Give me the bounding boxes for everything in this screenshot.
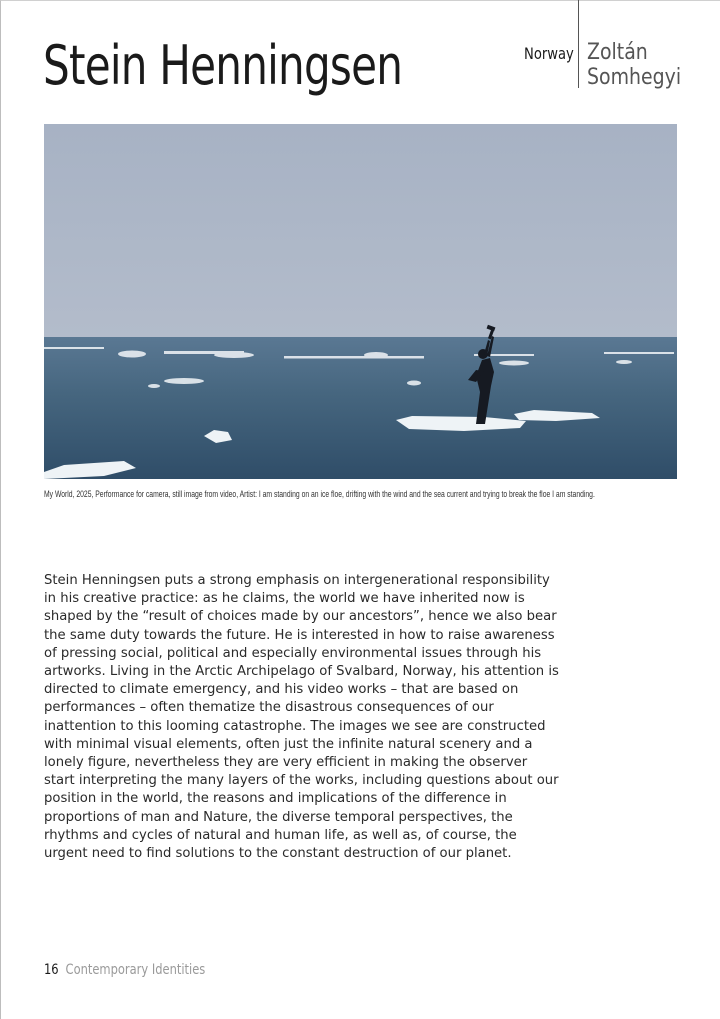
page-number: 16 xyxy=(44,962,59,978)
artist-name-heading: Stein Henningsen xyxy=(43,34,403,97)
article-body: Stein Henningsen puts a strong emphasis on intergenerational responsibility in his creative practice: as he claims, the world we have inherited now is shaped by the “result of choices made by our ancestors”, hence we also bear the same duty towards the future. He is interested in how to raise awareness of pressing social, political and especially environmental issues through his artworks. Living in the Arctic Archipelago of Svalbard, Norway, his attention is directed to climate emergency, and his video works – that are based on performances – often thematize the disastrous consequences of our inattention to this looming catastrophe. The images we see are constructed with minimal visual elements, often just the infinite natural scenery and a lonely figure, nevertheless they are very efficient in making the observer start interpreting the many layers of the works, including questions about our position in the world, the reasons and implications of the difference in proportions of man and Nature, the diverse temporal perspectives, the rhythms and cycles of natural and human life, as well as, of course, the urgent need to find solutions to the constant destruction of our planet. xyxy=(44,573,559,862)
sky xyxy=(44,124,677,339)
country-label: Norway xyxy=(524,44,574,63)
author-first-name: Zoltán xyxy=(587,40,648,65)
artwork-photo xyxy=(44,124,677,479)
author-last-name: Somhegyi xyxy=(587,65,682,90)
author-name xyxy=(587,40,681,90)
page-footer xyxy=(44,962,205,978)
publication-title: Contemporary Identities xyxy=(65,962,206,978)
figure-caption: My World, 2025, Performance for camera, still image from video, Artist: I am standing on an ice floe, drifting with the wind and the sea current and trying to break the floe I am standing. xyxy=(44,489,595,499)
arctic-sea-image xyxy=(44,124,677,479)
author-divider xyxy=(578,0,579,88)
